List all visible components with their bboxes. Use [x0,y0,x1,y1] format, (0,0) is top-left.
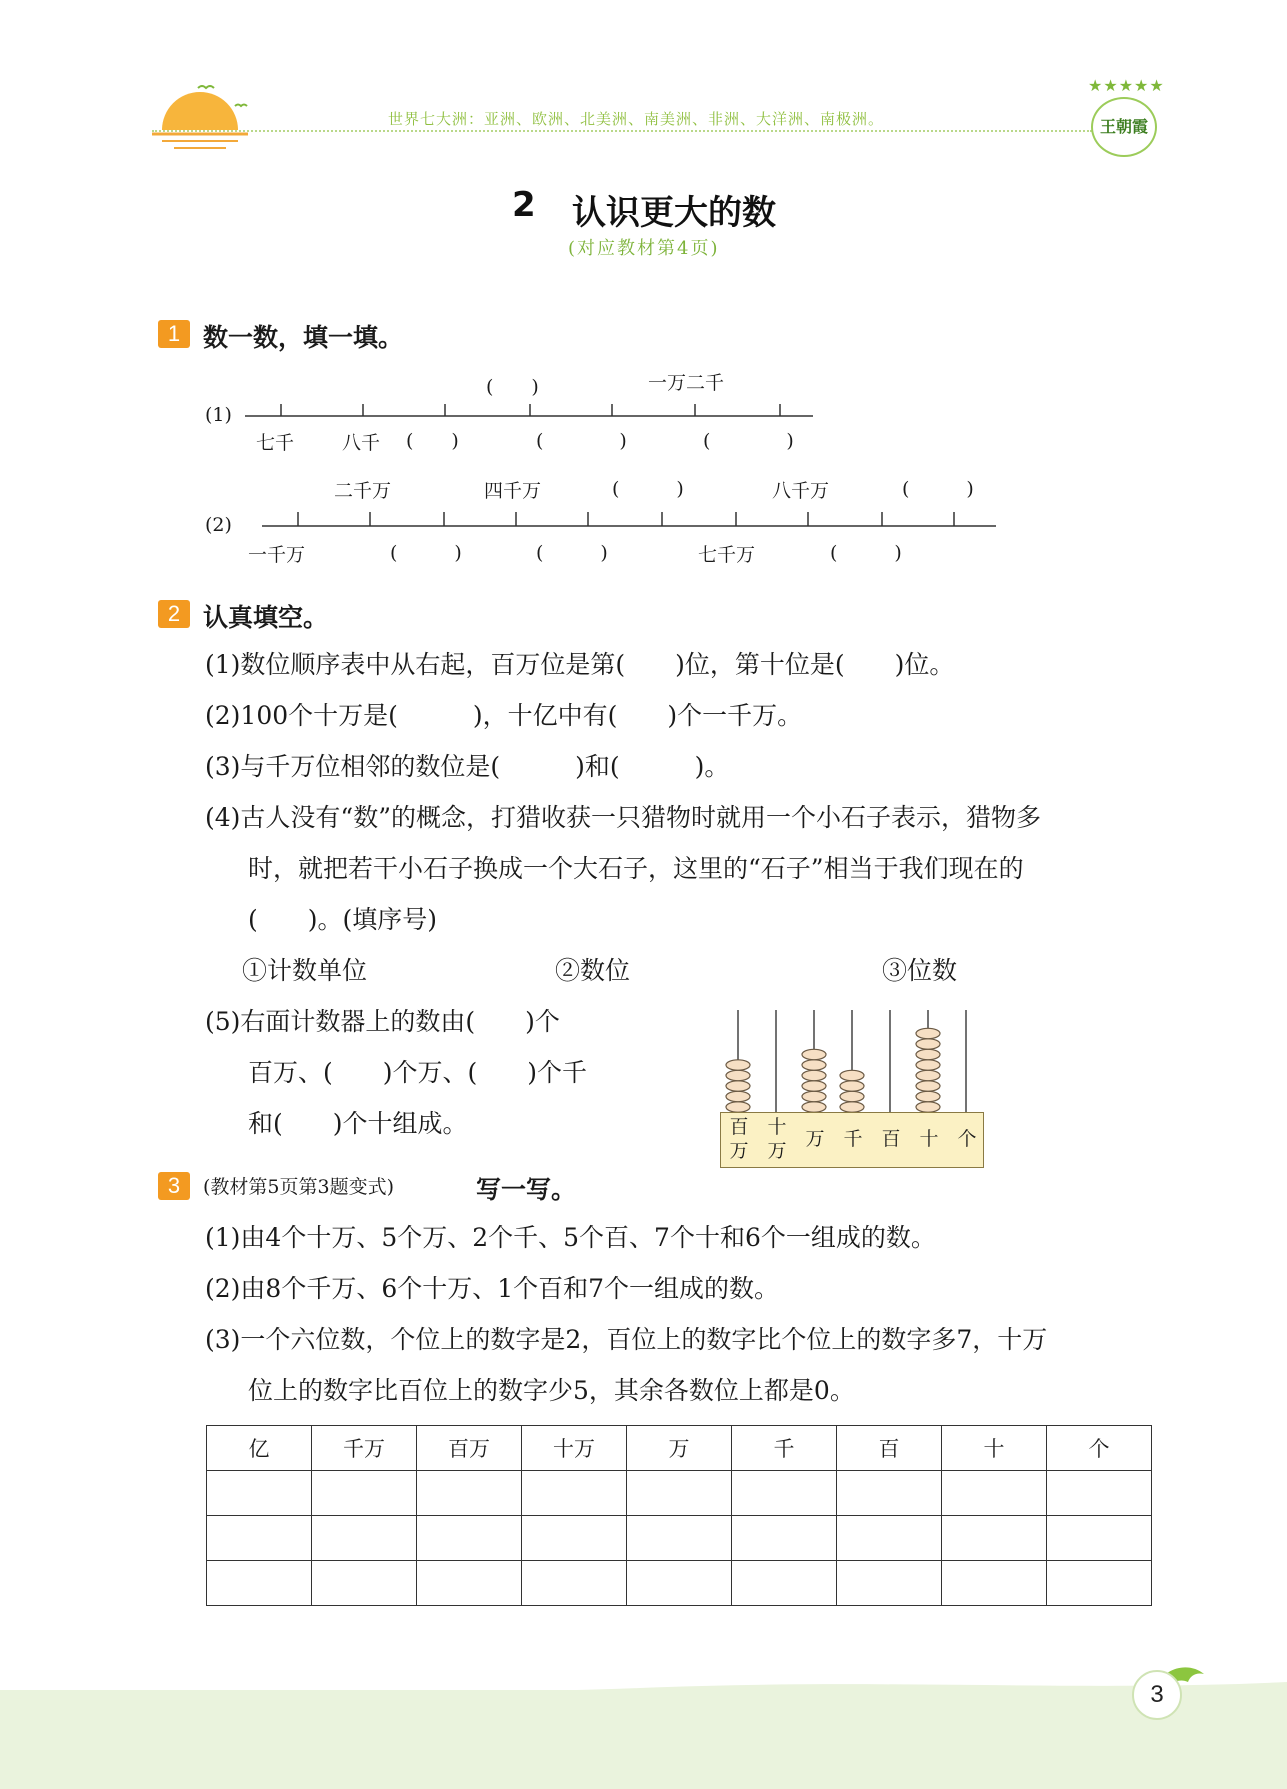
table-row [207,1516,1152,1561]
abacus-bead [726,1060,750,1070]
abacus-bead [840,1081,864,1091]
answer-cell[interactable] [312,1561,417,1606]
question-badge-3: 3 [158,1172,190,1200]
answer-cell[interactable] [522,1471,627,1516]
question-3-heading: 写一写。 [476,1175,577,1204]
answer-cell[interactable] [627,1471,732,1516]
table-header-cell: 千万 [312,1426,417,1471]
table-row [207,1471,1152,1516]
q2-line-4c[interactable]: ( )。(填序号) [248,905,438,934]
table-header-cell: 十 [942,1426,1047,1471]
question-2-heading: 认真填空。 [203,603,329,632]
answer-cell[interactable] [1047,1516,1152,1561]
q3-line-3a: (3)一个六位数，个位上的数字是2，百位上的数字比个位上的数字多7，十万 [205,1325,1048,1354]
q3-line-3b: 位上的数字比百位上的数字少5，其余各数位上都是0。 [248,1376,855,1405]
q3-line-2: (2)由8个千万、6个十万、1个百和7个一组成的数。 [205,1274,780,1303]
answer-cell[interactable] [627,1516,732,1561]
answer-cell[interactable] [417,1471,522,1516]
answer-cell[interactable] [837,1471,942,1516]
abacus-place-label: 个 [957,1128,977,1150]
question-1-heading: 数一数，填一填。 [203,323,404,352]
q2-line-1[interactable]: (1)数位顺序表中从右起，百万位是第( )位，第十位是( )位。 [205,650,955,679]
abacus-place-label: 百 万 [729,1116,749,1162]
abacus-bead [916,1049,940,1059]
abacus-place-label: 千 [843,1128,863,1150]
answer-cell[interactable] [522,1561,627,1606]
table-header-cell: 个 [1047,1426,1152,1471]
q1-p1-label-7000: 七千 [256,432,295,454]
q2-line-5a[interactable]: (5)右面计数器上的数由( )个 [205,1007,560,1036]
q1-part2-label: (2) [205,514,232,536]
abacus-bead [916,1102,940,1112]
place-value-table [206,1425,1152,1606]
answer-cell[interactable] [732,1471,837,1516]
q2-option-1[interactable]: ①计数单位 [242,956,368,985]
abacus-rods [718,1008,988,1114]
abacus-bead [802,1049,826,1059]
abacus-base [720,1112,984,1168]
q2-line-3[interactable]: (3)与千万位相邻的数位是( )和( )。 [205,752,730,781]
q2-option-2[interactable]: ②数位 [555,956,631,985]
q1-p1-blank-3[interactable]: ( ) [703,430,794,452]
answer-cell[interactable] [837,1561,942,1606]
abacus-bead [802,1102,826,1112]
abacus-bead [726,1070,750,1080]
abacus-bead [802,1081,826,1091]
q1-p2-label-10m: 一千万 [248,544,306,566]
answer-cell[interactable] [522,1516,627,1561]
answer-cell[interactable] [312,1471,417,1516]
q2-line-2[interactable]: (2)100个十万是( )，十亿中有( )个一千万。 [205,701,803,730]
abacus-bead [726,1081,750,1091]
answer-cell[interactable] [417,1561,522,1606]
q1-p1-blank-1[interactable]: ( ) [406,430,459,452]
abacus-bead [916,1028,940,1038]
page-title: 认识更大的数 [572,193,776,233]
abacus-bead [916,1070,940,1080]
table-row [207,1561,1152,1606]
q1-p2-bottom-blank-3[interactable]: ( ) [830,542,902,564]
table-header-row [207,1426,1152,1471]
q2-option-3[interactable]: ③位数 [882,956,958,985]
sunset-logo-icon [150,78,260,158]
abacus-place-label: 万 [805,1128,825,1150]
q1-p2-bottom-blank-2[interactable]: ( ) [536,542,608,564]
table-header-cell: 万 [627,1426,732,1471]
table-header-cell: 亿 [207,1426,312,1471]
answer-cell[interactable] [207,1561,312,1606]
q1-p2-top-blank-2[interactable]: ( ) [902,478,974,500]
q1-p2-label-70m: 七千万 [698,544,756,566]
header-tip: 世界七大洲：亚洲、欧洲、北美洲、南美洲、非洲、大洋洲、南极洲。 [388,110,885,128]
abacus-bead [916,1060,940,1070]
abacus-bead [916,1039,940,1049]
abacus-place-label: 十 万 [767,1116,787,1162]
header-divider [152,130,1092,132]
question-badge-1: 1 [158,320,190,348]
q1-p1-blank-2[interactable]: ( ) [536,430,627,452]
question-3-source: (教材第5页第3题变式) [203,1176,395,1198]
page-subtitle: (对应教材第4页) [568,238,720,259]
answer-cell[interactable] [1047,1471,1152,1516]
q1-p2-label-80m: 八千万 [772,480,830,502]
brand-badge [1088,76,1165,162]
abacus-bead [840,1070,864,1080]
abacus-bead [802,1070,826,1080]
abacus-bead [840,1091,864,1101]
answer-cell[interactable] [1047,1561,1152,1606]
q2-line-4a: (4)古人没有“数”的概念，打猎收获一只猎物时就用一个小石子表示，猎物多 [205,803,1041,832]
answer-cell[interactable] [207,1516,312,1561]
abacus-bead [726,1091,750,1101]
abacus-place-label: 百 [881,1128,901,1150]
q1-part1-label: (1) [205,404,232,426]
table-header-cell: 千 [732,1426,837,1471]
section-number: 2 [512,185,536,225]
answer-cell[interactable] [627,1561,732,1606]
answer-cell[interactable] [312,1516,417,1561]
abacus-bead [916,1091,940,1101]
answer-cell[interactable] [942,1561,1047,1606]
number-line-2 [262,506,1002,530]
page-number: 3 [1132,1670,1182,1720]
abacus-bead [802,1091,826,1101]
q1-p2-bottom-blank-1[interactable]: ( ) [390,542,462,564]
abacus-bead [726,1102,750,1112]
question-badge-2: 2 [158,600,190,628]
q1-p1-top-blank[interactable]: ( ) [486,376,539,398]
answer-cell[interactable] [942,1516,1047,1561]
footer-wave [0,1660,1287,1720]
table-header-cell: 百 [837,1426,942,1471]
answer-cell[interactable] [732,1516,837,1561]
q1-p2-top-blank-1[interactable]: ( ) [612,478,684,500]
answer-cell[interactable] [207,1471,312,1516]
q1-p1-top-label: 一万二千 [648,372,725,394]
abacus-bead [802,1060,826,1070]
abacus-bead [916,1081,940,1091]
q1-p2-label-40m: 四千万 [484,480,542,502]
q3-line-1: (1)由4个十万、5个万、2个千、5个百、7个十和6个一组成的数。 [205,1223,936,1252]
answer-cell[interactable] [942,1471,1047,1516]
answer-cell[interactable] [732,1561,837,1606]
stars-icon: ★★★★★ [1088,76,1165,95]
brand-logo-text: 王朝霞 [1091,97,1157,157]
table-header-cell: 十万 [522,1426,627,1471]
abacus [718,1008,988,1170]
answer-cell[interactable] [417,1516,522,1561]
table-header-cell: 百万 [417,1426,522,1471]
q2-line-5c[interactable]: 和( )个十组成。 [248,1109,468,1138]
q2-line-4b: 时，就把若干小石子换成一个大石子，这里的“石子”相当于我们现在的 [248,854,1024,883]
abacus-bead [840,1102,864,1112]
q1-p1-label-8000: 八千 [342,432,381,454]
q2-line-5b[interactable]: 百万、( )个万、( )个千 [248,1058,588,1087]
abacus-place-label: 十 [919,1128,939,1150]
answer-cell[interactable] [837,1516,942,1561]
q1-p2-label-20m: 二千万 [334,480,392,502]
